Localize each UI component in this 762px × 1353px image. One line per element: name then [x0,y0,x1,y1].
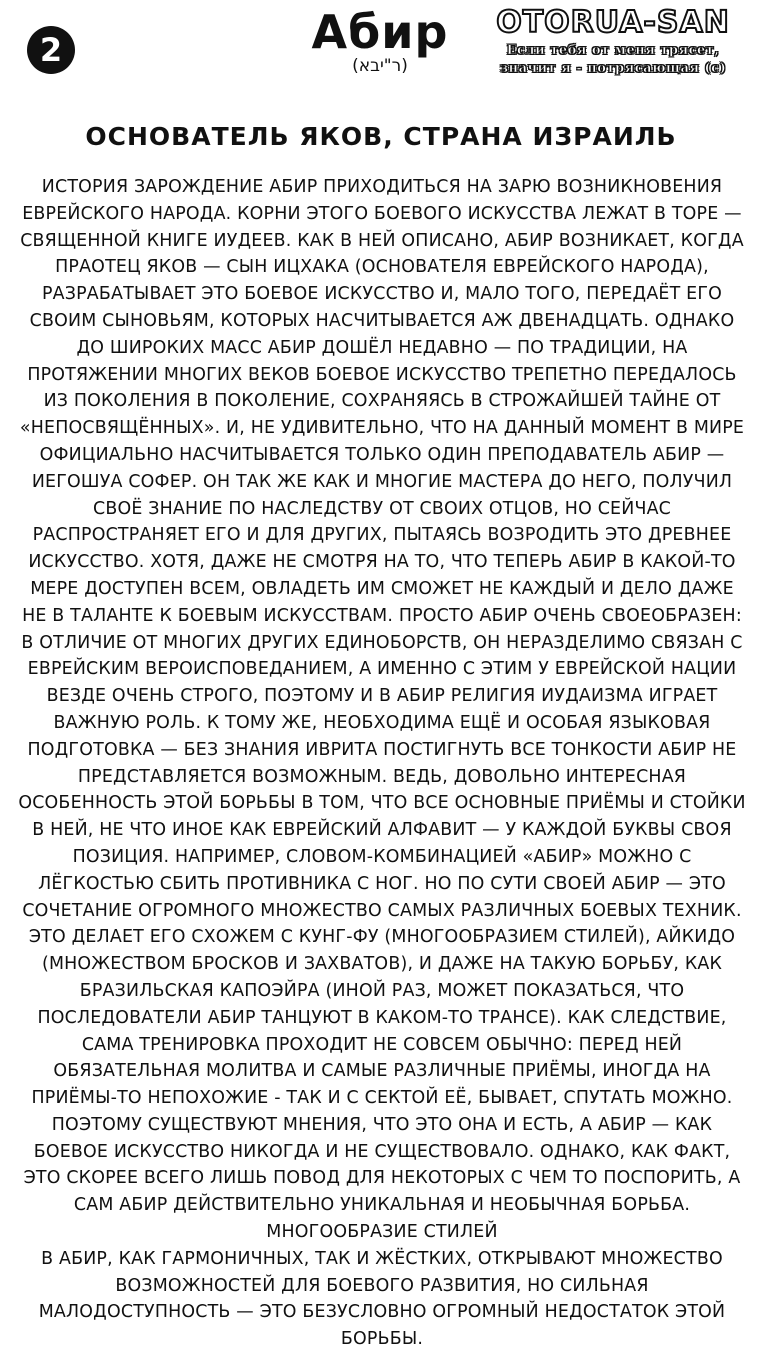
article-heading: ОСНОВАТЕЛЬ ЯКОВ, СТРАНА ИЗРАИЛЬ [85,122,677,151]
page-subtitle-hebrew: (ר"יבא) [352,56,408,76]
page-title: Абир [311,5,449,59]
article-body [18,174,746,1353]
article-paragraph: ИСТОРИЯ ЗАРОЖДЕНИЕ АБИР ПРИХОДИТЬСЯ НА ЗАРЮ ВОЗНИКНОВЕНИЯ ЕВРЕЙСКОГО НАРОДА. КОРНИ ЭТОГО БОЕВОГО ИСКУССТВА ЛЕЖАТ В ТОРЕ — СВЯЩЕННОЙ КНИГЕ ИУДЕЕВ. КАК В НЕЙ ОПИСАНО, АБИР ВОЗНИКАЕТ, КОГДА ПРАОТЕЦ ЯКОВ — СЫН ИЦХАКА (ОСНОВАТЕЛЯ ЕВРЕЙСКОГО НАРОДА), РАЗРАБАТЫВАЕТ ЭТО БОЕВОЕ ИСКУССТВО И, МАЛО ТОГО, ПЕРЕДАЁТ ЕГО СВОИМ СЫНОВЬЯМ, КОТОРЫХ НАСЧИТЫВАЕТСЯ АЖ ДВЕНАДЦАТЬ. ОДНАКО ДО ШИРОКИХ МАСС АБИР ДОШЁЛ НЕДАВНО — ПО ТРАДИЦИИ, НА ПРОТЯЖЕНИИ МНОГИХ ВЕКОВ БОЕВОЕ ИСКУССТВО ТРЕПЕТНО ПЕРЕДАЛОСЬ ИЗ ПОКОЛЕНИЯ В ПОКОЛЕНИЕ, СОХРАНЯЯСЬ В СТРОЖАЙШЕЙ ТАЙНЕ ОТ «НЕПОСВЯЩЁННЫХ». И, НЕ УДИВИТЕЛЬНО, ЧТО НА ДАННЫЙ МОМЕНТ В МИРЕ ОФИЦИАЛЬНО НАСЧИТЫВАЕТСЯ ТОЛЬКО ОДИН ПРЕПОДАВАТЕЛЬ АБИР — ИЕГОШУА СОФЕР. ОН ТАК ЖЕ КАК И МНОГИЕ МАСТЕРА ДО НЕГО, ПОЛУЧИЛ СВОЁ ЗНАНИЕ ПО НАСЛЕДСТВУ ОТ СВОИХ ОТЦОВ, НО СЕЙЧАС РАСПРОСТРАНЯЕТ ЕГО И ДЛЯ ДРУГИХ, ПЫТАЯСЬ ВОЗРОДИТЬ ЭТО ДРЕВНЕЕ ИСКУССТВО. ХОТЯ, ДАЖЕ НЕ СМОТРЯ НА ТО, ЧТО ТЕПЕРЬ АБИР В КАКОЙ-ТО МЕРЕ ДОСТУПЕН ВСЕМ, ОВЛАДЕТЬ ИМ СМОЖЕТ НЕ КАЖДЫЙ И ДЕЛО ДАЖЕ НЕ В ТАЛАНТЕ К БОЕВЫМ ИСКУССТВАМ. ПРОСТО АБИР ОЧЕНЬ СВОЕОБРАЗЕН: В ОТЛИЧИЕ ОТ МНОГИХ ДРУГИХ ЕДИНОБОРСТВ, ОН НЕРАЗДЕЛИМО СВЯЗАН С ЕВРЕЙСКИМ ВЕРОИСПОВЕДАНИЕМ, А ИМЕННО С ЭТИМ У ЕВРЕЙСКОЙ НАЦИИ ВЕЗДЕ ОЧЕНЬ СТРОГО, ПОЭТОМУ И В АБИР РЕЛИГИЯ ИУДАИЗМА ИГРАЕТ ВАЖНУЮ РОЛЬ. К ТОМУ ЖЕ, НЕОБХОДИМА ЕЩЁ И ОСОБАЯ ЯЗЫКОВАЯ ПОДГОТОВКА — БЕЗ ЗНАНИЯ ИВРИТА ПОСТИГНУТЬ ВСЕ ТОНКОСТИ АБИР НЕ ПРЕДСТАВЛЯЕТСЯ ВОЗМОЖНЫМ. ВЕДЬ, ДОВОЛЬНО ИНТЕРЕСНАЯ ОСОБЕННОСТЬ ЭТОЙ БОРЬБЫ В ТОМ, ЧТО ВСЕ ОСНОВНЫЕ ПРИЁМЫ И СТОЙКИ В НЕЙ, НЕ ЧТО ИНОЕ КАК ЕВРЕЙСКИЙ АЛФАВИТ — У КАЖДОЙ БУКВЫ СВОЯ ПОЗИЦИЯ. НАПРИМЕР, СЛОВОМ-КОМБИНАЦИЕЙ «АБИР» МОЖНО С ЛЁГКОСТЬЮ СБИТЬ ПРОТИВНИКА С НОГ. НО ПО СУТИ СВОЕЙ АБИР — ЭТО СОЧЕТАНИЕ ОГРОМНОГО МНОЖЕСТВО САМЫХ РАЗЛИЧНЫХ БОЕВЫХ ТЕХНИК. ЭТО ДЕЛАЕТ ЕГО СХОЖЕМ С КУНГ-ФУ (МНОГООБРАЗИЕМ СТИЛЕЙ), АЙКИДО (МНОЖЕСТВОМ БРОСКОВ И ЗАХВАТОВ), И ДАЖЕ НА ТАКУЮ БОРЬБУ, КАК БРАЗИЛЬСКАЯ КАПОЭЙРА (ИНОЙ РАЗ, МОЖЕТ ПОКАЗАТЬСЯ, ЧТО ПОСЛЕДОВАТЕЛИ АБИР ТАНЦУЮТ В КАКОМ-ТО ТРАНСЕ). КАК СЛЕДСТВИЕ, САМА ТРЕНИРОВКА ПРОХОДИТ НЕ СОВСЕМ ОБЫЧНО: ПЕРЕД НЕЙ ОБЯЗАТЕЛЬНАЯ МОЛИТВА И САМЫЕ РАЗЛИЧНЫЕ ПРИЁМЫ, ИНОГДА НА ПРИЁМЫ-ТО НЕПОХОЖИЕ - ТАК И С СЕКТОЙ ЕЁ, БЫВАЕТ, СПУТАТЬ МОЖНО. ПОЭТОМУ СУЩЕСТВУЮТ МНЕНИЯ, ЧТО ЭТО ОНА И ЕСТЬ, А АБИР — КАК БОЕВОЕ ИСКУССТВО НИКОГДА И НЕ СУЩЕСТВОВАЛО. ОДНАКО, КАК ФАКТ, ЭТО СКОРЕЕ ВСЕГО ЛИШЬ ПОВОД ДЛЯ НЕКОТОРЫХ С ЧЕМ ТО ПОСПОРИТЬ, А САМ АБИР ДЕЙСТВИТЕЛЬНО УНИКАЛЬНАЯ И НЕОБЫЧНАЯ БОРЬБА. [18,177,746,1216]
page-number-badge: 2 [27,26,75,74]
author-name: OTORUA-SAN [496,5,730,40]
author-motto-line2: значит я - потрясающая (с) [499,61,727,76]
title-block [290,6,470,76]
author-motto-line1: Если тебя от меня трясет, [506,43,720,58]
article-paragraph: В АБИР, КАК ГАРМОНИЧНЫХ, ТАК И ЖЁСТКИХ, ОТКРЫВАЮТ МНОЖЕСТВО ВОЗМОЖНОСТЕЙ ДЛЯ БОЕВОГО РАЗВИТИЯ, НО СИЛЬНАЯ МАЛОДОСТУПНОСТЬ — ЭТО БЕЗУСЛОВНО ОГРОМНЫЙ НЕДОСТАТОК ЭТОЙ БОРЬБЫ. [38,1248,726,1350]
article-subheading: МНОГООБРАЗИЕ СТИЛЕЙ [266,1222,498,1243]
author-block [470,4,756,78]
